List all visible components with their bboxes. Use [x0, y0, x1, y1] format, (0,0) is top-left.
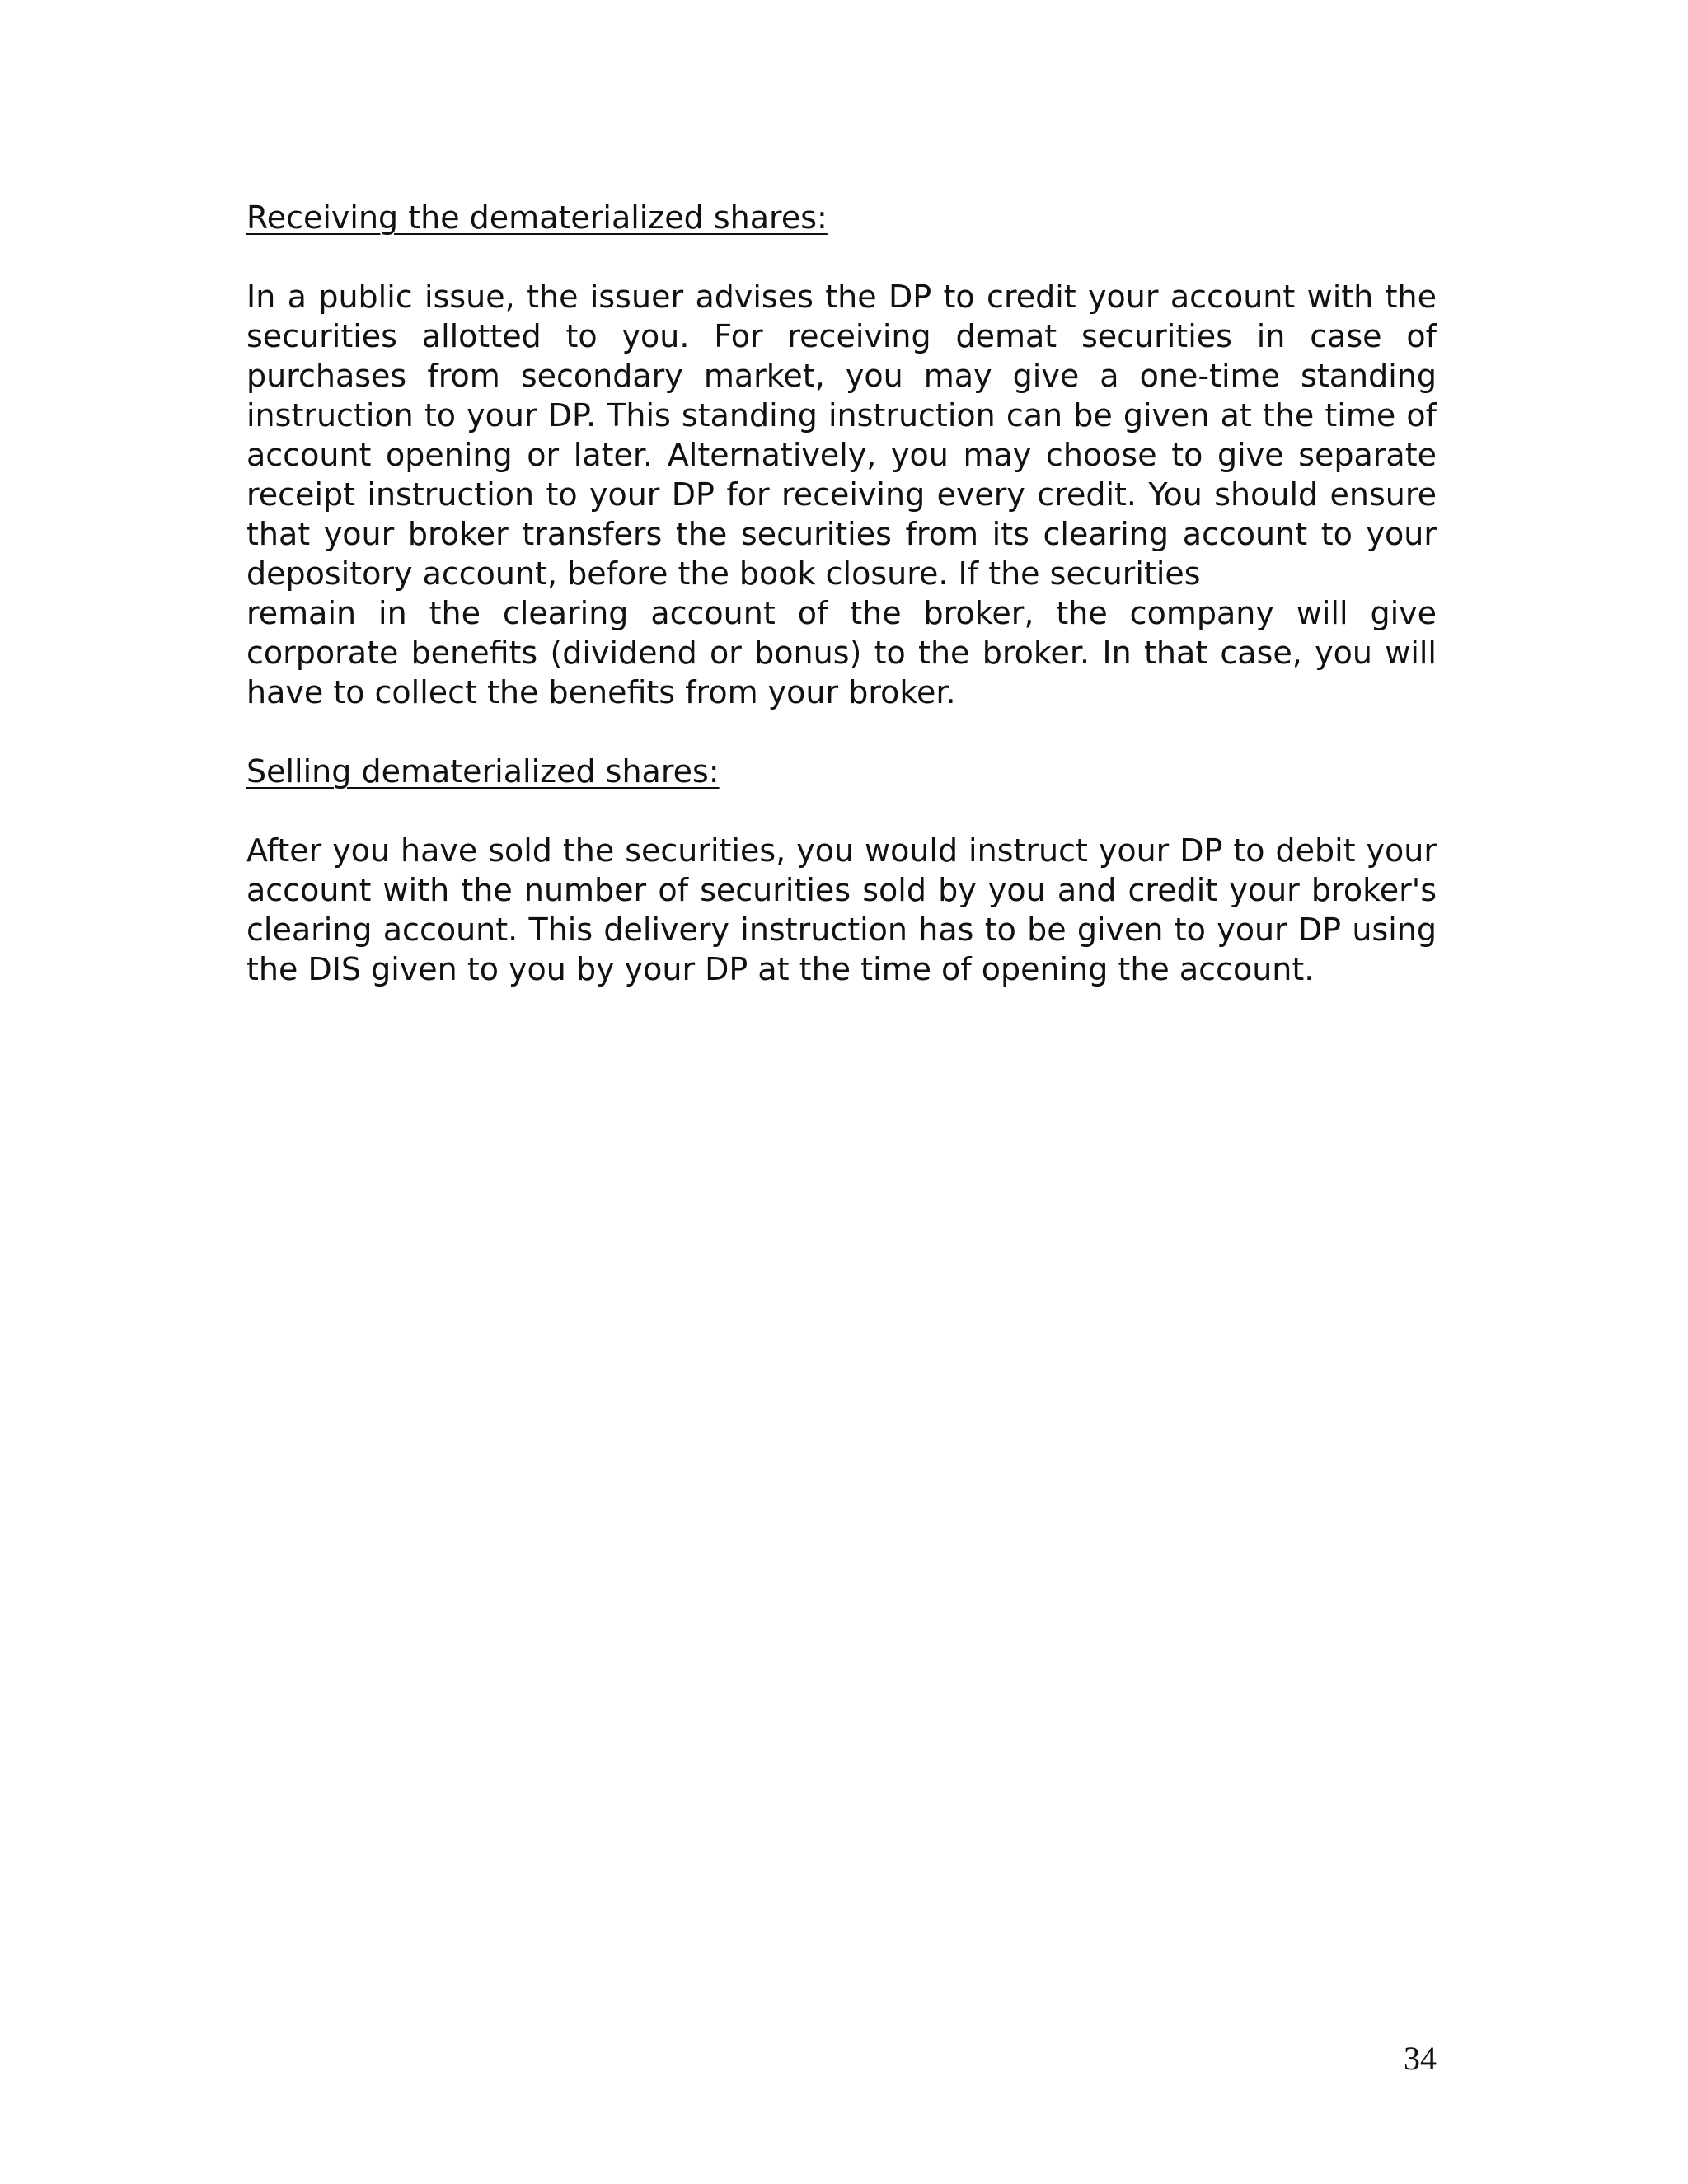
paragraph-selling: After you have sold the securities, you would instruct your DP to debit your account with the number of securities sold by you and credit your broker's clearing account. This delivery instruction has to be given to your DP using the DIS given to you by your DP at the time of opening the account.	[246, 832, 1437, 987]
paragraph-receiving-part-1: In a public issue, the issuer advises the DP to credit your account with the securities allotted to you. For receiving demat securities in case of purchases from secondary market, you may give a one-time standing instruction to your DP. This standing instruction can be given at the time of account opening or later. Alternatively, you may choose to give separate receipt instruction to your DP for receiving every credit. You should ensure that your broker transfers the securities from its clearing account to your depository account, before the book closure. If the securities	[246, 279, 1437, 592]
section-heading-receiving: Receiving the dematerialized shares:	[246, 199, 828, 236]
spacer	[246, 237, 1437, 277]
spacer	[246, 712, 1437, 752]
paragraph-receiving-part-2: remain in the clearing account of the broker, the company will give corporate benefits (dividend or bonus) to the broker. In that case, you will have to collect the benefits from your broker.	[246, 595, 1437, 710]
section-heading-selling: Selling dematerialized shares:	[246, 753, 720, 790]
page-number: 34	[1404, 2040, 1437, 2077]
spacer	[246, 791, 1437, 831]
page-content	[246, 198, 1437, 989]
